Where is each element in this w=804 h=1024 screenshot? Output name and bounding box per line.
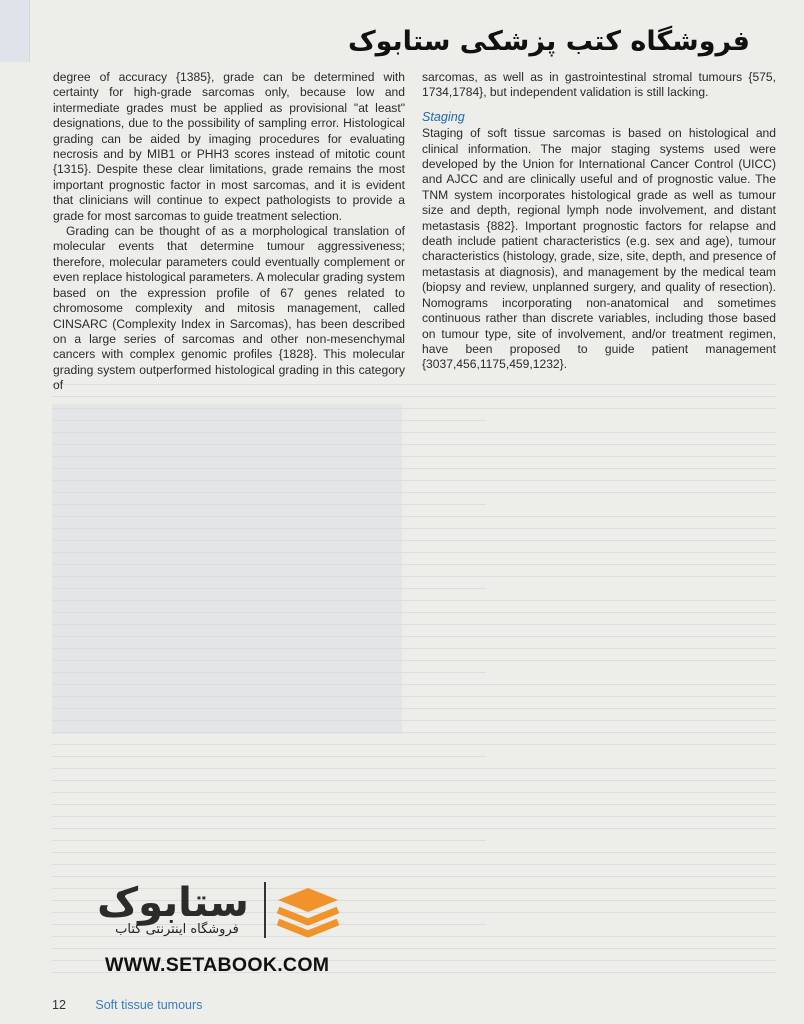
setabook-logo bbox=[95, 876, 355, 986]
bleed-through-table-shadow bbox=[52, 404, 402, 734]
page-edge-tab bbox=[0, 0, 30, 62]
bleed-through-line bbox=[52, 864, 776, 865]
logo-tagline: فروشگاه اینترنتی کتاب bbox=[115, 922, 239, 937]
bleed-through-line bbox=[52, 780, 776, 781]
bleed-through-line bbox=[52, 396, 776, 397]
right-text-column bbox=[422, 70, 776, 373]
bleed-through-line bbox=[52, 768, 776, 769]
bleed-through-line bbox=[52, 816, 776, 817]
running-title: Soft tissue tumours bbox=[95, 998, 203, 1012]
bleed-through-line bbox=[52, 840, 486, 841]
store-watermark-title: فروشگاه کتب پزشکی ستابوک bbox=[347, 26, 750, 57]
left-text-column bbox=[53, 70, 405, 394]
bleed-through-line bbox=[52, 804, 776, 805]
right-paragraph-2: Staging of soft tissue sarcomas is based on histological and clinical information. The major staging systems used were developed by the Union for International Cancer Control (UICC) and AJCC and are clinically useful and of prognostic value. The TNM system incorporates histological grade as well as tumour size and depth, regional lymph node involvement, and distant metastasis {882}. Important prognostic factors for relapse and death include patient characteristics (e.g. sex and age), tumour characteristics (histology, grade, size, site, depth, and presence of metastasis at diagnosis), and management by the medical team (biopsy and review, unplanned surgery, and quality of resection). Nomograms incorporating non-anatomical and sometimes continuous rather than discrete variables, including those based on tumour type, site of involvement, and/or treatment regimen, have been proposed to guide patient management {3037,456,1175,459,1232}. bbox=[422, 126, 776, 372]
page-number: 12 bbox=[52, 998, 66, 1012]
left-paragraph-1: degree of accuracy {1385}, grade can be determined with certainty for high-grade sarcomas only, because low and intermediate grades must be applied as provisional "at least" designations, due to the possibility of sampling error. Histological grading can be aided by imaging procedures for evaluating necrosis and by MIB1 or PHH3 scores instead of mitotic count {1315}. Despite these clear limitations, grade remains the most important prognostic factor in most sarcomas, and it is evident that clinicians will continue to expect pathologists to provide a grade for most sarcomas to guide treatment selection. bbox=[53, 70, 405, 223]
bleed-through-line bbox=[52, 756, 486, 757]
bleed-through-line bbox=[52, 744, 776, 745]
right-paragraph-1: sarcomas, as well as in gastrointestinal stromal tumours {575, 1734,1784}, but independent validation is still lacking. bbox=[422, 70, 776, 100]
logo-divider bbox=[264, 882, 266, 938]
section-heading-staging: Staging bbox=[422, 109, 465, 124]
book-stack-icon bbox=[273, 880, 343, 940]
page-footer bbox=[52, 998, 202, 1012]
bleed-through-line bbox=[52, 792, 776, 793]
bleed-through-line bbox=[52, 852, 776, 853]
bleed-through-line bbox=[52, 828, 776, 829]
brand-persian-text: ستابوک bbox=[97, 880, 249, 926]
logo-url: WWW.SETABOOK.COM bbox=[105, 954, 330, 976]
left-paragraph-2: Grading can be thought of as a morphological translation of molecular events that determine tumour aggressiveness; therefore, molecular parameters could eventually complement or even replace histological parameters. A molecular grading system based on the expression profile of 67 genes related to chromosome complexity and mitosis management, called CINSARC (Complexity Index in Sarcomas), has been described on a large series of sarcomas and other non-mesenchymal cancers with complex genomic profiles {1828}. This molecular grading system outperformed histological grading in this category of bbox=[53, 224, 405, 393]
